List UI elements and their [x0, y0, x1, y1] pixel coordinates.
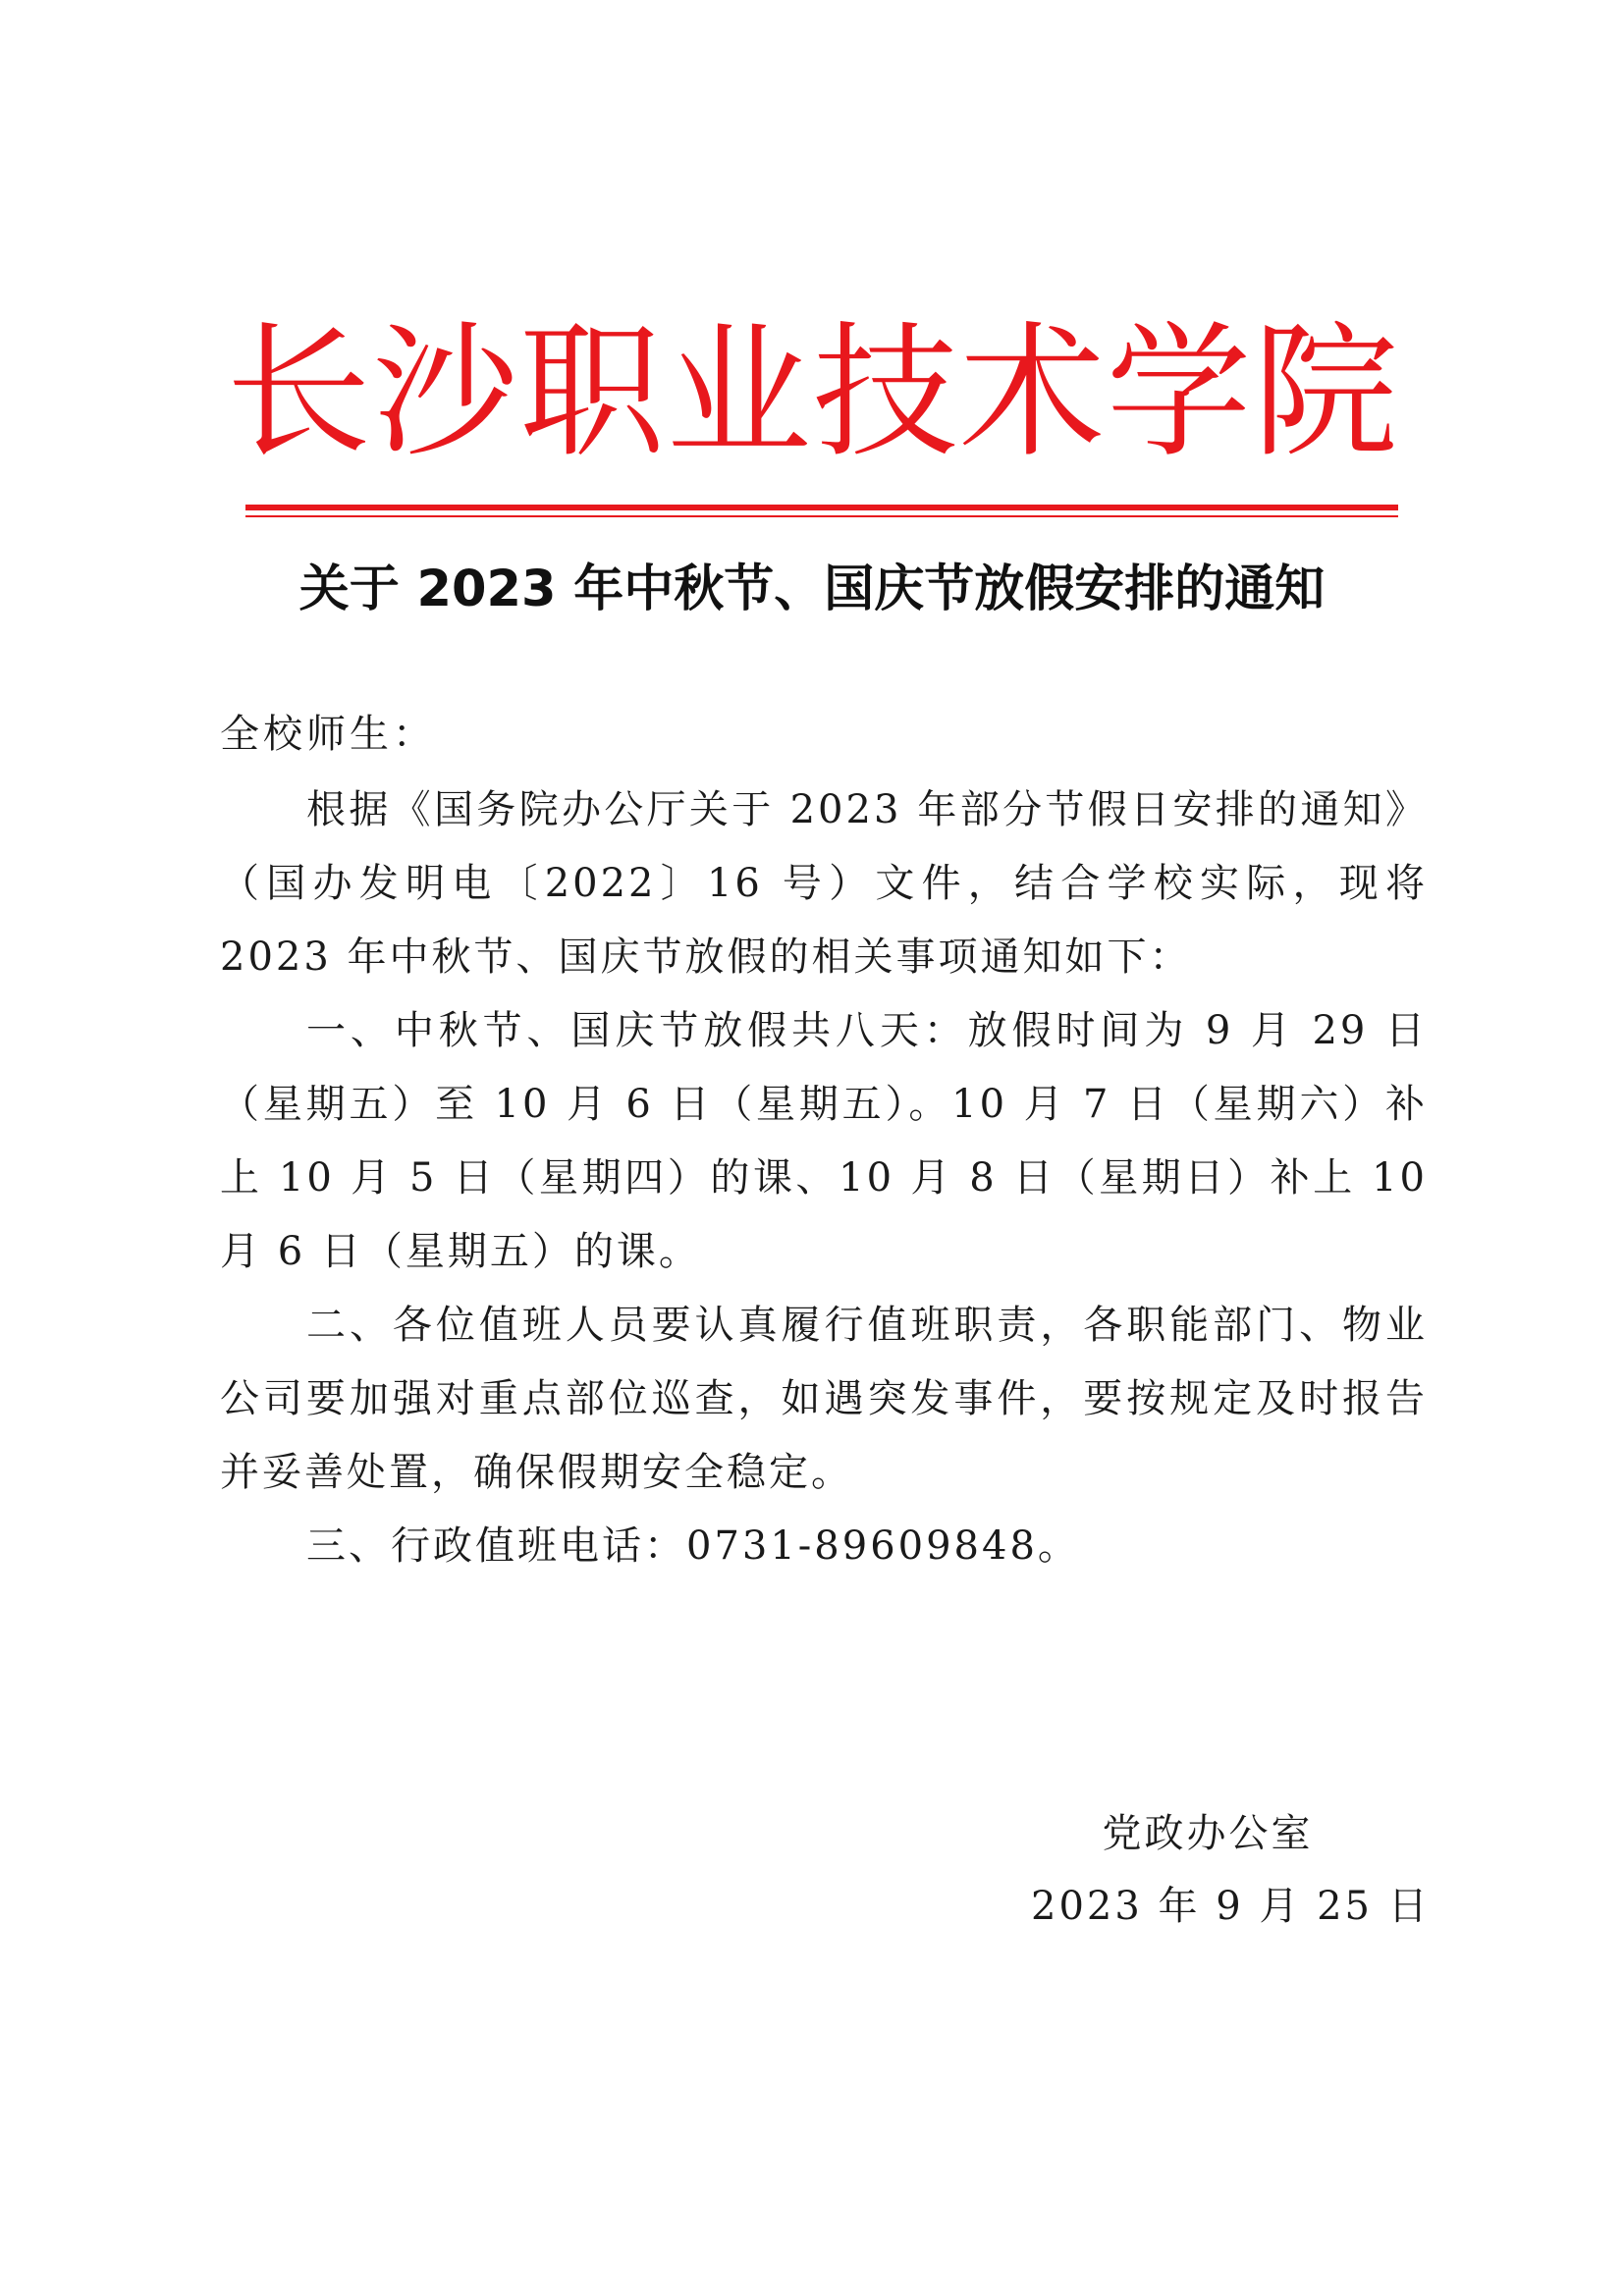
signature-date: 2023 年 9 月 25 日: [1031, 1884, 1431, 1929]
signature-organization: 党政办公室: [1102, 1811, 1314, 1856]
body-paragraph-item-3: 三、行政值班电话：0731-89609848。: [306, 1523, 1080, 1569]
body-paragraph-item-2: 二、各位值班人员要认真履行值班职责，各职能部门、物业公司要加强对重点部位巡查，如遇突发事件，要按规定及时报告并妥善处置，确保假期安全稳定。: [220, 1303, 1428, 1495]
masthead-divider-thick: [245, 505, 1398, 510]
masthead-char: 院: [1252, 308, 1398, 477]
body-paragraph-item-1: 一、中秋节、国庆节放假共八天：放假时间为 9 月 29 日（星期五）至 10 月 6 日（星期五）。10 月 7 日（星期六）补上 10 月 5 日（星期四）的课、10 月 8 日（星期日）补上 10 月 6 日（星期五）的课。: [220, 1008, 1428, 1274]
masthead-char: 业: [666, 308, 812, 477]
masthead-institution-name: [226, 308, 1398, 477]
masthead-char: 术: [959, 308, 1106, 477]
masthead-char: 学: [1106, 308, 1252, 477]
masthead-char: 技: [812, 308, 958, 477]
masthead-char: 长: [226, 308, 371, 477]
masthead-char: 沙: [372, 308, 518, 477]
notice-title: 关于 2023 年中秋节、国庆节放假安排的通知: [298, 561, 1326, 618]
salutation: 全校师生：: [220, 712, 436, 757]
masthead-char: 职: [518, 308, 665, 477]
body-paragraph-intro: 根据《国务院办公厅关于 2023 年部分节假日安排的通知》（国办发明电〔2022〕16 号）文件，结合学校实际，现将 2023 年中秋节、国庆节放假的相关事项通知如下：: [220, 787, 1428, 980]
masthead-divider-thin: [245, 515, 1398, 517]
